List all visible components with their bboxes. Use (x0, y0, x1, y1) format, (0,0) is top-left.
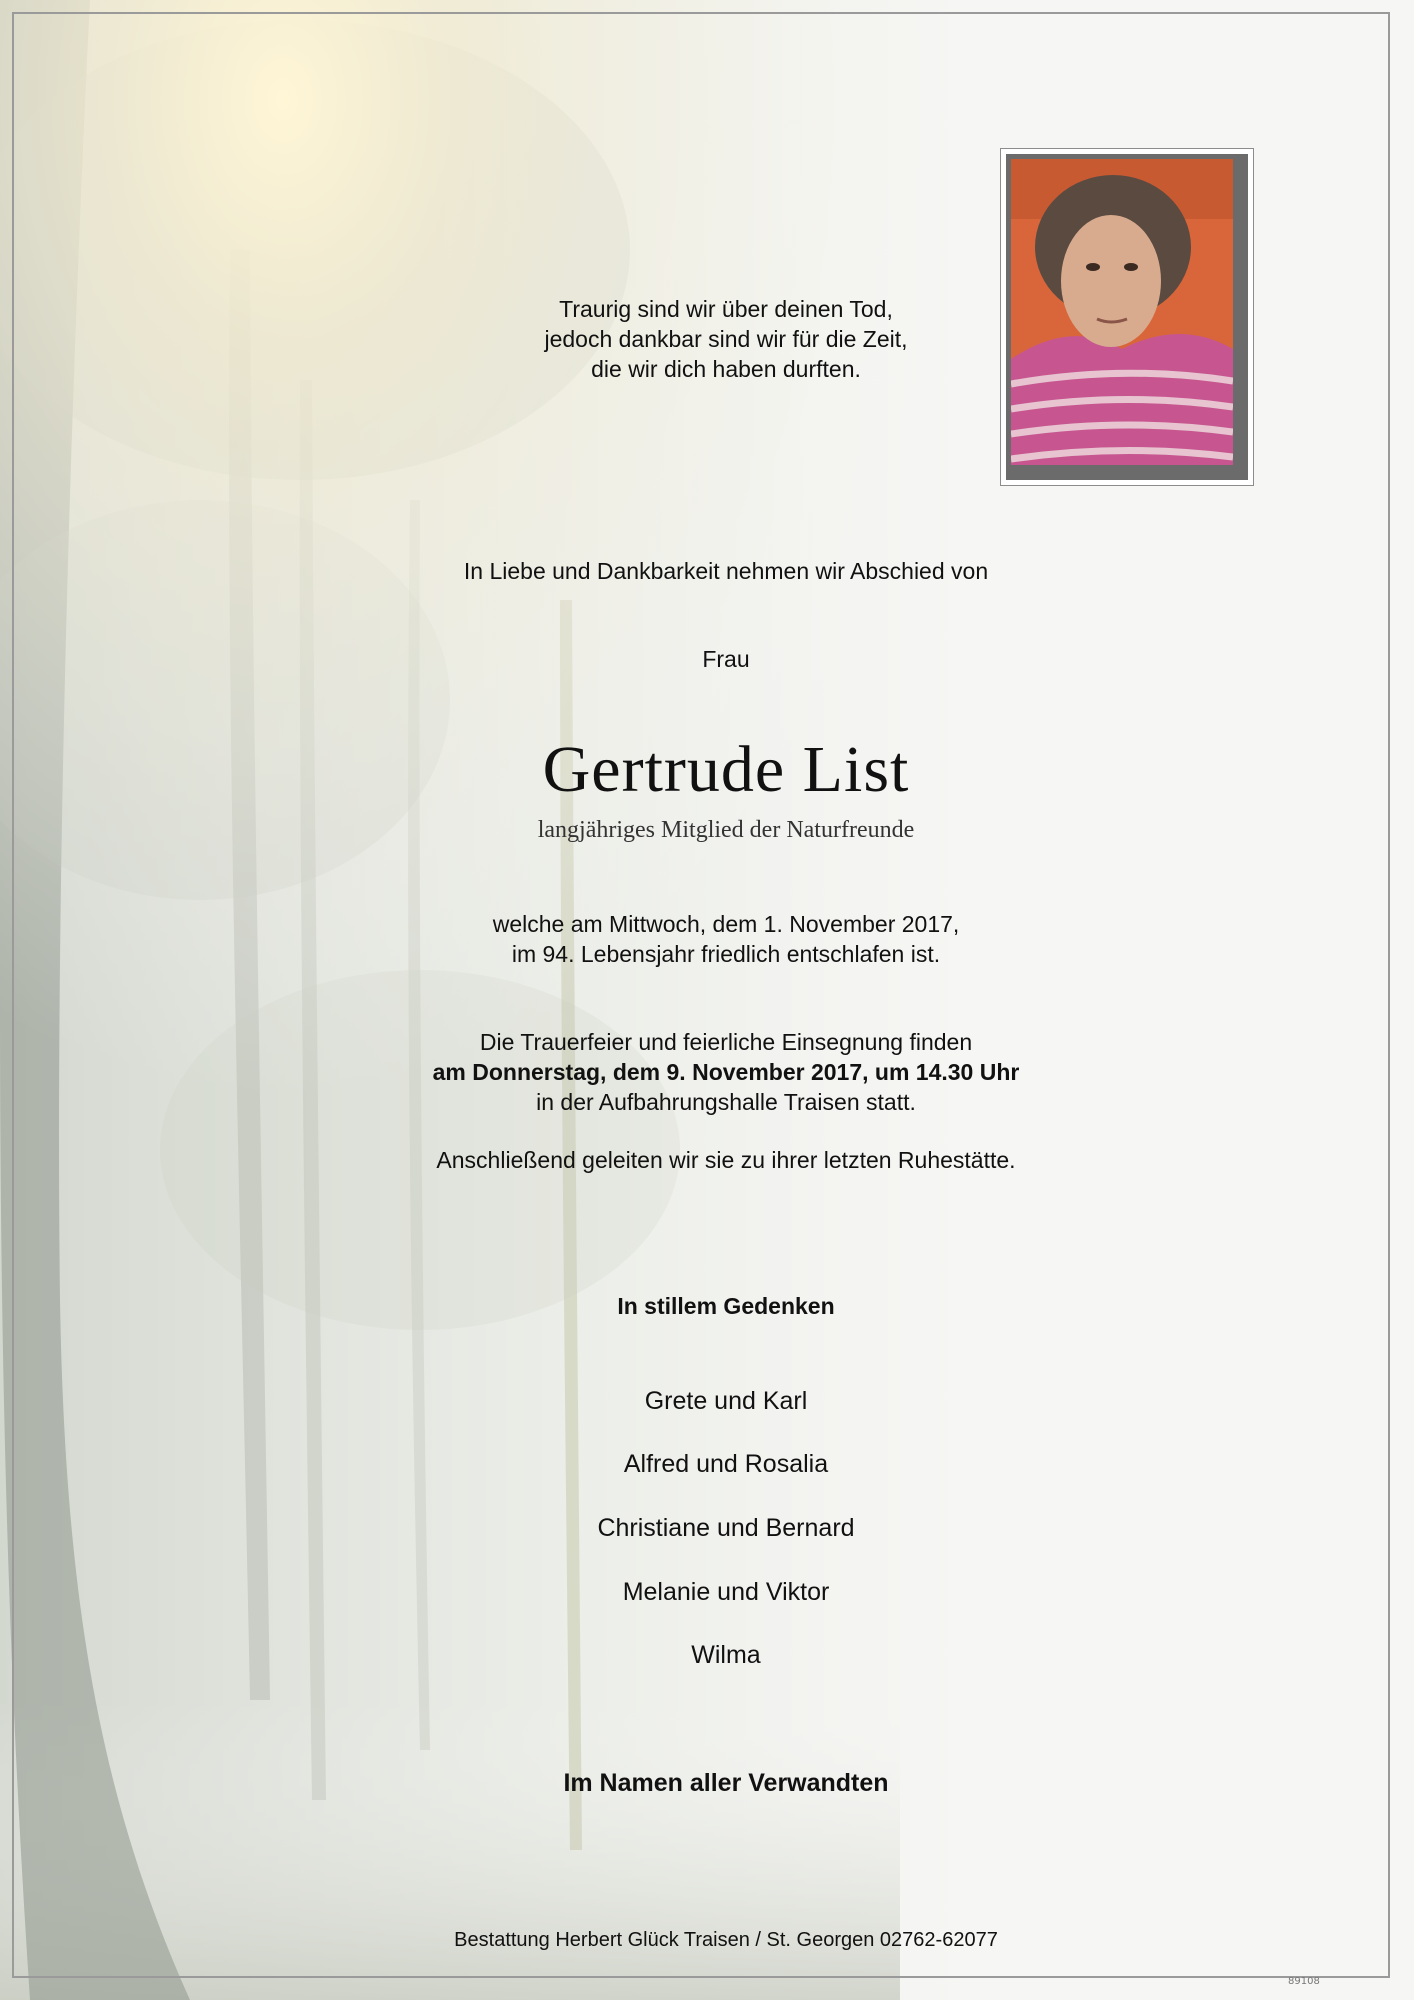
salutation: Frau (702, 646, 750, 672)
death-notice-line: im 94. Lebensjahr friedlich entschlafen ist. (511, 941, 941, 967)
quote-line: Traurig sind wir über deinen Tod, (559, 296, 893, 322)
quote-line: die wir dich haben durften. (591, 356, 861, 382)
burial-text: Anschließend geleiten wir sie zu ihrer letzten Ruhestätte. (436, 1147, 1016, 1173)
death-notice-line: welche am Mittwoch, dem 1. November 2017, (492, 911, 960, 937)
funeral-home-footer: Bestattung Herbert Glück Traisen / St. Georgen 02762-62077 (454, 1929, 998, 1951)
ceremony-date: am Donnerstag, dem 9. November 2017, um 14.30 Uhr (432, 1059, 1020, 1085)
mourner-name: Alfred und Rosalia (623, 1450, 829, 1478)
mourner-name: Grete und Karl (644, 1387, 808, 1415)
mourner-name: Wilma (691, 1641, 761, 1669)
quote-line: jedoch dankbar sind wir für die Zeit, (544, 326, 908, 352)
document-code: 89108 (1288, 1976, 1320, 1987)
memorial-heading: In stillem Gedenken (617, 1293, 835, 1319)
deceased-subtitle: langjähriges Mitglied der Naturfreunde (537, 817, 915, 843)
mourner-name: Melanie und Viktor (622, 1578, 830, 1606)
deceased-name: Gertrude List (542, 733, 910, 806)
farewell-text: In Liebe und Dankbarkeit nehmen wir Abschied von (463, 558, 989, 584)
mourner-name: Christiane und Bernard (597, 1514, 855, 1542)
ceremony-line: Die Trauerfeier und feierliche Einsegnung finden (479, 1029, 973, 1055)
ceremony-location: in der Aufbahrungshalle Traisen statt. (536, 1089, 916, 1115)
closing-text: Im Namen aller Verwandten (563, 1769, 889, 1797)
